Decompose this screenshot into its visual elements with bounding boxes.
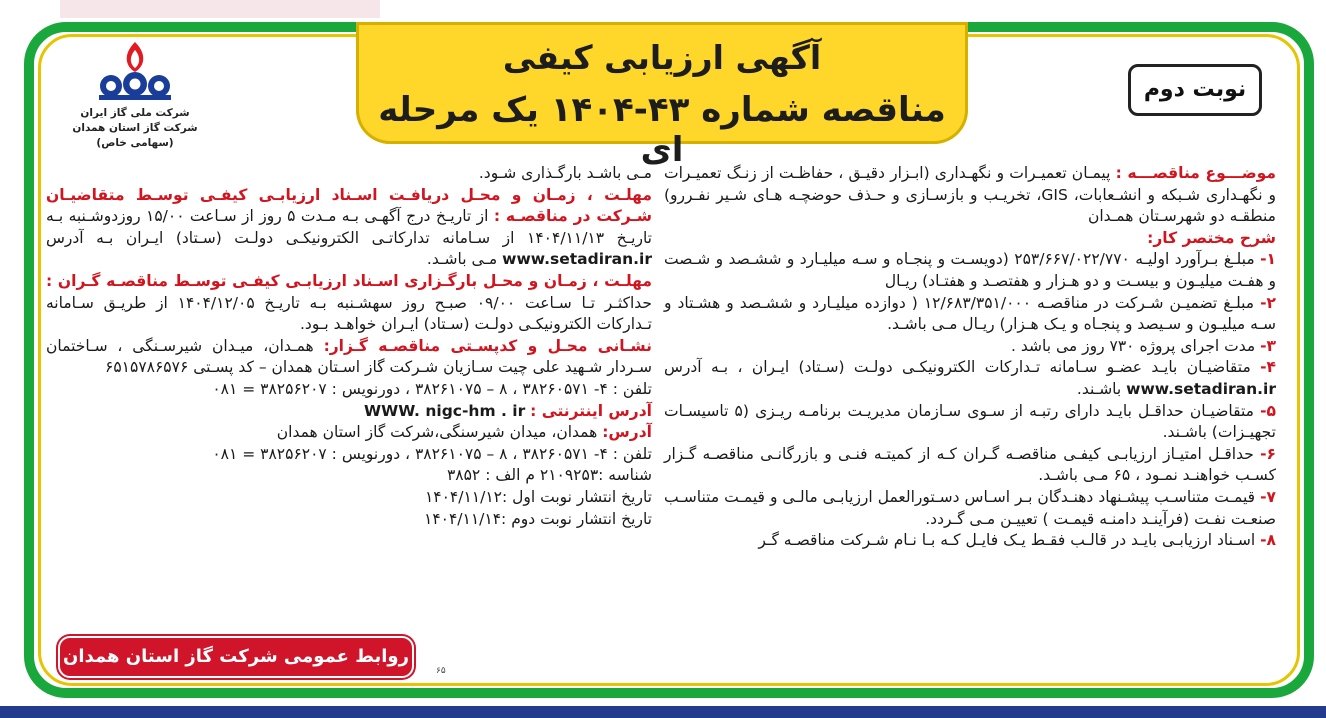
web-paragraph [46,401,652,423]
deadline-paragraph [46,185,652,271]
upload-label: مهلـت ، زمـان و محـل بارگـزاری اسـناد ارزیابـی کیفـی توسـط مناقصـه گـران : [46,271,652,290]
round-badge-label: نوبت دوم [1143,77,1247,102]
id-line: شناسه :۲۱۰۹۲۵۳ م الف : ۳۸۵۲ [446,466,652,485]
item-5-number: ۵- [1260,401,1276,420]
item-7 [664,487,1276,530]
item-3-text: مدت اجرای پروژه ۷۳۰ روز می باشد . [1011,336,1261,355]
item-1-text: مبلـغ بـرآورد اولیـه ۲۵۳/۶۶۷/۰۲۲/۷۷۰ (دویسـت و پنجـاه و سـه میلیـارد و ششـصد و شـصت و هفـت میلیـون و بیسـت و دو هـزار و هفتصـد و هفتـاد) ریـال [664,250,1276,290]
summary-label: شرح مختصر کار: [1147,228,1276,247]
page-number: ۶۵ [436,666,446,676]
item-6-text: حداقـل امتیـاز ارزیابـی کیفـی مناقصـه گـران کـه از کمیتـه فنـی و بازرگانـی مناقصـه گـزار کسـب خواهنـد نمـود ، ۶۵ مـی باشـد. [664,444,1276,485]
item-7-text: قیمـت متناسـب پیشـنهاد دهنـدگان بـر اسـاس دسـتورالعمل ارزیابـی مالـی و قیمـت متناسـب صنعـت نفـت (فرآینـد دامنـه قیمـت ) تعییـن مـی گـردد. [664,487,1276,528]
item-2 [664,293,1276,336]
public-relations-banner [58,636,414,678]
item-4-number: ۴- [1260,358,1276,377]
gas-flame-logo-icon [95,40,175,106]
address2-text: همدان، میدان شیرسنگی،شرکت گاز استان همدان [276,423,603,442]
deadline-text: از تاریـخ درج آگهـی بـه مـدت ۵ روز از سـاعت ۱۵/۰۰ روزدوشـنبه بـه تاریـخ ۱۴۰۴/۱۱/۱۳ از سـامانه تدارکاتـی الکترونیکـی دولـت (سـتاد) ایـران بـه آدرس [46,207,652,247]
deadline-label: مهلـت ، زمـان و محـل دریافـت اسـناد ارزیابـی کیفـی توسـط متقاضیـان شـرکت در مناقصـه : [46,185,652,226]
address-label: نشـانی محـل و کدپسـتی مناقصـه گـزار: [323,336,652,355]
website-link[interactable]: WWW. nigc-hm . ir [364,401,526,420]
top-strip [0,0,1326,18]
right-column [664,163,1276,552]
logo-text-nigc: شرکت ملی گاز ایران [80,107,190,119]
subject-label: موضـــوع مناقصـــه : [1115,164,1276,182]
upload-paragraph [46,271,652,336]
setadiran-link-2[interactable]: www.setadiran.ir [502,250,652,269]
item-7-number: ۷- [1260,487,1276,506]
item-3 [664,336,1276,358]
logo-text-company-type: (سهامی خاص) [96,137,174,149]
item-6 [664,444,1276,487]
item-2-number: ۲- [1260,293,1276,312]
tender-number-title: مناقصه شماره ۴۳-۱۴۰۴ یک مرحله ای [378,90,946,170]
item-4-text-end: باشـند. [1076,379,1127,398]
address2-paragraph [46,422,652,444]
item-5-text: متقاضیـان حداقـل بایـد دارای رتبـه از سـوی سـازمان مدیریـت برنامـه ریـزی (۵ تاسیسـات تجهیـزات) باشـند. [664,401,1276,442]
title-box [356,22,968,170]
upload-text: حداکثـر تـا سـاعت ۰۹/۰۰ صبـح روز سهشـنبه بـه تاریـخ ۱۴۰۴/۱۲/۰۵ از طریـق سـامانه تـدارکات الکترونیکـی دولـت (سـتاد) ایـران خواهـد بـود. [46,293,652,334]
address2-label: آدرس: [602,423,652,442]
item-8 [664,530,1276,552]
item-3-number: ۳- [1260,336,1276,355]
subject-paragraph [664,163,1276,228]
address-text: همـدان، میـدان شیرسـنگی ، سـاختمان سـردار شـهید علی چیت سـازیان شـرکت گاز اسـتان همدان – کد پسـتی ۶۵۱۵۷۸۶۵۷۶ [46,336,652,377]
continuation-text: مـی باشـد بارگـذاری شـود. [478,164,652,182]
left-column [46,163,652,530]
item-4-text: متقاضیـان بایـد عضـو سـامانه تـدارکات الکترونیکـی دولـت (سـتاد) ایـران ، بـه آدرس [664,358,1261,377]
item-8-text: اسـناد ارزیابـی بایـد در قالـب فقـط یـک فایـل کـه بـا نـام شـرکت مناقصـه گـر [758,531,1261,550]
subject-text: پیمـان تعمیـرات و نگهـداری (ابـزار دقیـق ، حفاظـت از زنـگ تعمیـرات و نگهـداری شـبکه و انشـعابات، GIS، تخریـب و بازسـازی و حـذف حوضچـه هـای شـیر نفـررو) منطقـه دو شهرسـتان همـدان [664,164,1276,226]
setadiran-link[interactable]: www.setadiran.ir [1126,379,1276,398]
round-badge [1128,64,1262,116]
address-paragraph [46,336,652,379]
phone-line-1: تلفن : ۴- ۳۸۲۶۰۵۷۱ ، ۸ – ۳۸۲۶۱۰۷۵ ، دورنویس : ۳۸۲۵۶۲۰۷ = ۰۸۱ [212,379,652,398]
publish-date-2: تاریخ انتشار نوبت دوم :۱۴۰۴/۱۱/۱۴ [424,509,652,528]
item-1 [664,249,1276,292]
deadline-text-end: مـی باشـد. [426,250,503,269]
publish-date-1: تاریخ انتشار نوبت اول :۱۴۰۴/۱۱/۱۲ [424,487,652,506]
ad-title: آگهی ارزیابی کیفی [502,38,822,77]
phone-line-2: تلفن : ۴- ۳۸۲۶۰۵۷۱ ، ۸ – ۳۸۲۶۱۰۷۵ ، دورنویس : ۳۸۲۵۶۲۰۷ = ۰۸۱ [212,444,652,463]
item-1-number: ۱- [1260,250,1276,269]
public-relations-label: روابط عمومی شرکت گاز استان همدان [63,646,409,667]
item-8-number: ۸- [1260,531,1276,550]
top-pink-strip [60,0,380,18]
bottom-bar [0,706,1326,718]
item-2-text: مبلـغ تضمیـن شـرکت در مناقصـه ۱۲/۶۸۳/۳۵۱/۰۰۰ ( دوازده میلیـارد و ششـصد و هشـتاد و سـه میلیـون و سـیصد و پنجـاه و یـک هـزار) ریـال مـی باشـد. [664,293,1276,334]
item-6-number: ۶- [1260,444,1276,463]
item-4 [664,357,1276,400]
company-logo [70,40,200,170]
item-5 [664,401,1276,444]
web-label: آدرس اینترنتی : [530,401,652,420]
logo-text-hamedan: شرکت گاز استان همدان [72,122,198,134]
summary-heading [664,228,1276,250]
